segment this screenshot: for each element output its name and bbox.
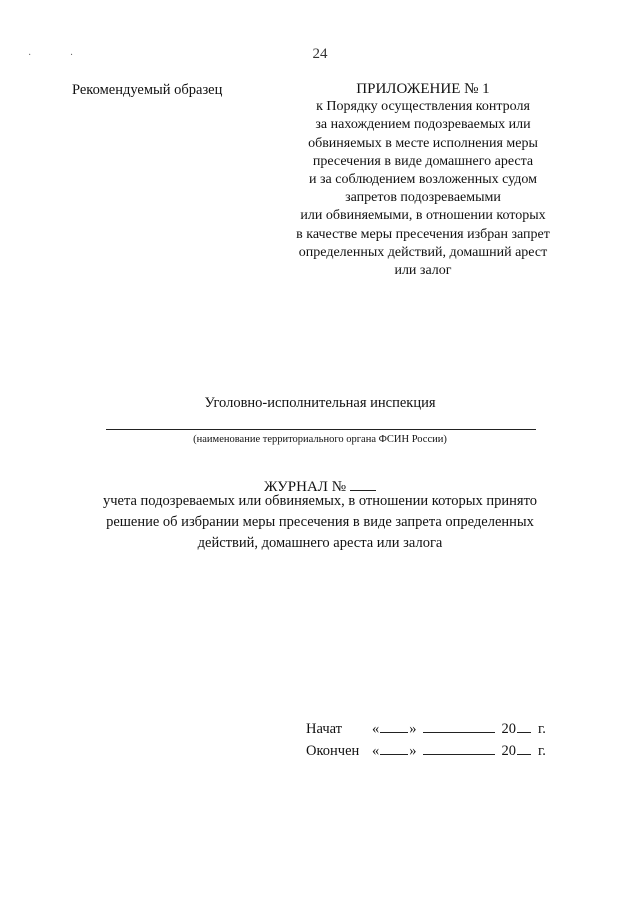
journal-dates bbox=[306, 718, 546, 762]
month-blank bbox=[423, 718, 495, 733]
close-quote: » bbox=[409, 743, 417, 759]
sample-label: Рекомендуемый образец bbox=[72, 82, 223, 98]
day-blank bbox=[380, 740, 408, 755]
date-started-row bbox=[306, 718, 546, 740]
journal-desc-line: учета подозреваемых или обвиняемых, в отношении которых принято bbox=[102, 493, 537, 509]
open-quote: « bbox=[372, 743, 380, 759]
year-blank bbox=[517, 718, 531, 733]
journal-description bbox=[70, 491, 570, 554]
day-blank bbox=[380, 718, 408, 733]
journal-number-blank bbox=[350, 476, 376, 491]
appendix-line: или обвиняемыми, в отношении которых bbox=[300, 208, 546, 224]
year-prefix: 20 bbox=[501, 743, 516, 759]
inspection-title: Уголовно-исполнительная инспекция bbox=[204, 395, 436, 411]
page-number: 24 bbox=[312, 46, 328, 62]
appendix-line: в качестве меры пресечения избран запрет bbox=[296, 226, 550, 242]
scan-marks: · · bbox=[28, 50, 92, 61]
date-started-label: Начат bbox=[306, 721, 343, 737]
journal-title-text: ЖУРНАЛ № bbox=[263, 479, 347, 495]
appendix-line: определенных действий, домашний арест bbox=[298, 244, 548, 260]
appendix-header bbox=[268, 80, 578, 280]
open-quote: « bbox=[372, 721, 380, 737]
organ-name-fill-line bbox=[106, 429, 536, 430]
date-ended-label: Окончен bbox=[306, 743, 360, 759]
year-suffix: г. bbox=[538, 743, 546, 759]
month-blank bbox=[423, 740, 495, 755]
appendix-title: ПРИЛОЖЕНИЕ № 1 bbox=[356, 81, 490, 97]
year-suffix: г. bbox=[538, 721, 546, 737]
appendix-line: или залог bbox=[394, 263, 452, 279]
appendix-line: запретов подозреваемыми bbox=[345, 190, 501, 206]
journal-desc-line: действий, домашнего ареста или залога bbox=[197, 535, 443, 551]
appendix-line: и за соблюдением возложенных судом bbox=[309, 172, 537, 188]
close-quote: » bbox=[409, 721, 417, 737]
date-ended-row bbox=[306, 740, 546, 762]
appendix-line: к Порядку осуществления контроля bbox=[316, 99, 530, 115]
appendix-line: обвиняемых в месте исполнения меры bbox=[308, 135, 538, 151]
year-prefix: 20 bbox=[501, 721, 516, 737]
organ-name-caption: (наименование территориального органа ФСИН России) bbox=[193, 434, 447, 445]
appendix-line: за нахождением подозреваемых или bbox=[315, 117, 531, 133]
journal-desc-line: решение об избрании меры пресечения в виде запрета определенных bbox=[106, 514, 534, 530]
year-blank bbox=[517, 740, 531, 755]
appendix-line: пресечения в виде домашнего ареста bbox=[312, 153, 534, 169]
